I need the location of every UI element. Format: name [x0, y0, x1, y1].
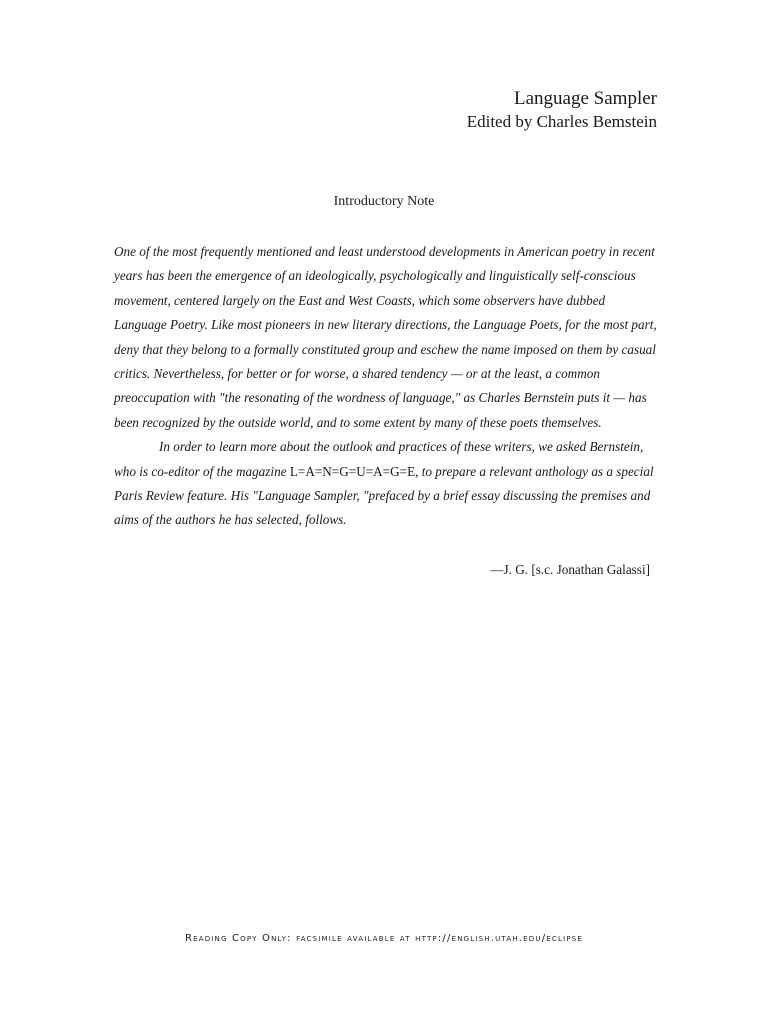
paragraph-2-text-start: In order to learn more about the outlook and practices of these writers, we asked Bernstein, who is co-editor of the magazine: [114, 439, 644, 479]
document-editor-line: Edited by Charles Bemstein: [466, 112, 657, 131]
paragraph-2-text-end: , to prepare a relevant anthology as a special Paris Review feature. His "Language Sampler, "prefaced by a brief essay discussing the premises and aims of the authors he has selected, follows.: [114, 463, 654, 528]
magazine-name: L=A=N=G=U=A=G=E: [289, 463, 416, 479]
document-title: Language Sampler: [514, 88, 657, 109]
section-heading: Introductory Note: [333, 194, 435, 209]
attribution: —J. G. [s.c. Jonathan Galassi]: [490, 562, 650, 577]
title-block: [467, 87, 657, 133]
note-body: [114, 240, 658, 533]
note-paragraph-2: [114, 435, 658, 533]
page-footer: Reading Copy Only: facsimile available at http://english.utah.edu/eclipse: [184, 933, 584, 944]
note-paragraph-1: One of the most frequently mentioned and least understood developments in American poetry in recent years has been the emergence of an ideologically, psychologically and linguistically self-conscious movement, centered largely on the East and West Coasts, which some observers have dubbed Language Poetry. Like most pioneers in new literary directions, the Language Poets, for the most part, deny that they belong to a formally constituted group and eschew the name imposed on them by casual critics. Nevertheless, for better or for worse, a shared tendency — or at the least, a common preoccupation with "the resonating of the wordness of language," as Charles Bernstein puts it — has been recognized by the outside world, and to some extent by many of these poets themselves.: [114, 244, 657, 430]
